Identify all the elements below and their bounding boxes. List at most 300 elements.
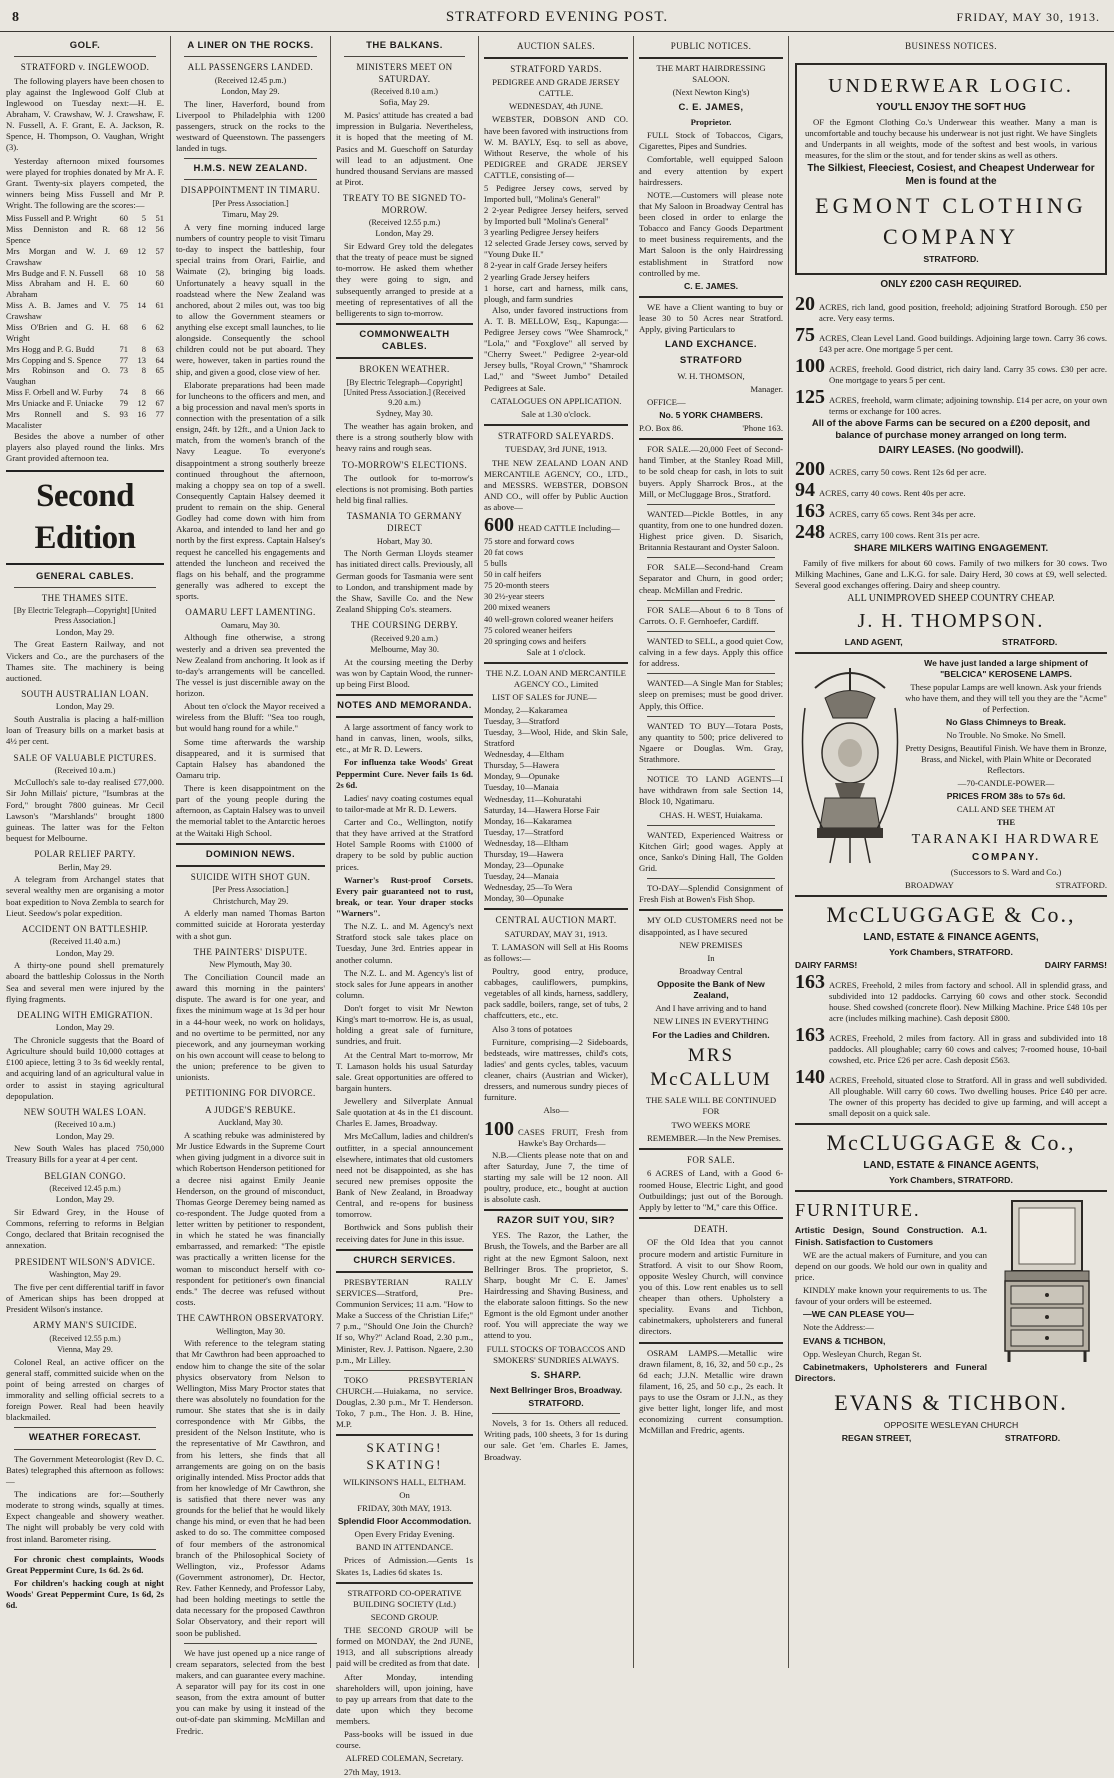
ad-phone: 'Phone 163. bbox=[742, 423, 783, 434]
score-players: Miss Abraham and H. E. Abraham bbox=[6, 278, 110, 300]
note-item: Don't forget to visit Mr Newton King's mart to-morrow. He is, as usual, holding a great sale of furniture, sundries, and fruit. bbox=[336, 1003, 473, 1047]
note-item: Mrs McCallum, ladies and children's outfitter, in a special announcement elsewhere, intimates that old customers need not be disappointed, as she has secured new premises opposite the Bank of New Zealand, in Broadway Central, and re-opens for business tomorrow. bbox=[336, 1131, 473, 1220]
ad-town: STRATFORD. bbox=[1004, 1433, 1061, 1444]
ad-heading: THE N.Z. LOAN AND MERCANTILE AGENCY CO., Limited bbox=[486, 667, 626, 689]
score-value: 73 bbox=[119, 365, 128, 376]
cattle-list bbox=[484, 536, 628, 646]
ad-line: We have just landed a large shipment of "BELCICA" KEROSENE LAMPS. bbox=[924, 658, 1088, 680]
score-row bbox=[6, 213, 164, 224]
ad-town: STRATFORD. bbox=[1002, 637, 1058, 648]
column-5 bbox=[635, 36, 787, 1668]
score-players: Miss Fussell and P. Wright bbox=[6, 213, 97, 224]
ad-town: STRATFORD. bbox=[1055, 880, 1107, 891]
golf-paragraph: Yesterday afternoon mixed foursomes were played for trophies donated by Mr A. F. Grant. Twenty-six players competed, the winners being Miss Fussell and Mr P. Wright. The following are the scores:— bbox=[6, 155, 164, 211]
article-subheading: PETITIONING FOR DIVORCE. bbox=[185, 1088, 316, 1099]
article-heading: PRESIDENT WILSON'S ADVICE. bbox=[14, 1256, 156, 1267]
ad-line: No Glass Chimneys to Break. bbox=[946, 717, 1066, 728]
ad-body: OF the Old Idea that you cannot procure modern and artistic Furniture in Stratford. A visit to our Show Room, opposite Wesley Church, will convince you of this. Low rent enables us to sell cheaper than others. Upholstery a speciality. Evans and Tichbon, cabinetmakers, upholsterers and funeral directors. bbox=[639, 1237, 783, 1337]
ad-line: THE bbox=[996, 817, 1016, 828]
column-rule bbox=[478, 36, 479, 1668]
ad-body: MY OLD CUSTOMERS need not be disappointed, as I have secured bbox=[639, 915, 783, 937]
article-dateline: Berlin, May 29. bbox=[58, 862, 112, 872]
article-subheading: THE COURSING DERBY. bbox=[350, 620, 459, 631]
skating-on: On bbox=[399, 1489, 410, 1500]
ad-big-number: 100 bbox=[484, 1117, 514, 1140]
church-notice: TOKO PRESBYTERIAN CHURCH.—Huiakama, no service. Douglas, 2.30 p.m., Mr T. Henderson. Toko, 7 p.m., The Hon. J. B. Hine, M.P. bbox=[336, 1374, 473, 1430]
ad-big-number: 600 bbox=[484, 514, 514, 537]
score-value: 8 bbox=[141, 343, 146, 354]
score-value: 14 bbox=[137, 300, 146, 311]
score-value: 77 bbox=[119, 354, 128, 365]
score-value: 68 bbox=[119, 321, 128, 332]
ad-subtitle: YOU'LL ENJOY THE SOFT HUG bbox=[876, 102, 1026, 114]
article-heading: SOUTH AUSTRALIAN LOAN. bbox=[21, 688, 149, 699]
ad-heading: SHARE MILKERS WAITING ENGAGEMENT. bbox=[853, 543, 1049, 555]
score-players: Mrs Robinson and O. Vaughan bbox=[6, 365, 110, 387]
column-rule bbox=[788, 36, 789, 1668]
ad-address: No. 5 YORK CHAMBERS. bbox=[659, 409, 763, 420]
listing-number: 100 bbox=[795, 355, 825, 378]
score-value: 60 bbox=[155, 278, 164, 289]
listing-number: 125 bbox=[795, 386, 825, 409]
article-dateline: Christchurch, May 29. bbox=[212, 896, 289, 906]
score-value: 58 bbox=[155, 267, 164, 278]
list-item: 5 Pedigree Jersey cows, served by Imported bull, "Molina's General" bbox=[484, 183, 628, 205]
list-item: 75 20-month steers bbox=[484, 580, 550, 591]
list-item: 12 selected Grade Jersey cows, served by "Young Duke II." bbox=[484, 238, 628, 260]
auction-sales-heading: AUCTION SALES. bbox=[516, 41, 596, 51]
ad-po-box: P.O. Box 86. bbox=[639, 423, 684, 434]
article-heading: DEALING WITH EMIGRATION. bbox=[17, 1009, 153, 1020]
score-value: 62 bbox=[155, 321, 164, 332]
listing-number: 200 bbox=[795, 458, 825, 481]
ad-body: KINDLY make known your requirements to us. The favour of your orders will be esteemed. bbox=[795, 1285, 987, 1307]
score-value: 5 bbox=[141, 213, 146, 224]
classified-ad: NOTICE TO LAND AGENTS—I have withdrawn from sale Section 14, Block 10, Ngatimaru. bbox=[639, 774, 783, 807]
score-value: 63 bbox=[155, 343, 164, 354]
ad-time: Sale at 1 o'clock. bbox=[526, 646, 586, 657]
ad-line: NEW LINES IN EVERYTHING bbox=[653, 1016, 769, 1027]
article-body: The North German Lloyds steamer has initiated direct calls. Previously, all German goods for Tasmania were sent to London, and transhipment made by the Shaw, Saville Co. and the New Zealand Shipping Co's. steamers. bbox=[336, 548, 473, 614]
score-value: 77 bbox=[155, 408, 164, 419]
score-row bbox=[6, 344, 164, 355]
list-item: 30 2½-year steers bbox=[484, 591, 545, 602]
furniture-ad bbox=[795, 1196, 1107, 1386]
score-value: 12 bbox=[137, 224, 146, 235]
note-item: A large assortment of fancy work to hand in canvas, linen, wools, silks, etc., at Mr R. D. Lewers. bbox=[336, 722, 473, 755]
article-body: New South Wales has placed 750,000 Treasury Bills for a year at 4 per cent. bbox=[6, 1143, 164, 1165]
column-2 bbox=[172, 36, 329, 1736]
ad-body: OF the Egmont Clothing Co.'s Underwear this weather. Many a man is uncomfortable and touchy because his underwear is not just right. We have Singlets and Underpants in all weights, mode of the softest and best wools, in various measures, for the slim or the stout, and for tender skins as well as others. bbox=[805, 116, 1097, 161]
list-item: Wednesday, 18—Eltham bbox=[484, 837, 569, 848]
ad-signature: C. E. JAMES. bbox=[683, 280, 739, 291]
listing-row bbox=[795, 1025, 1107, 1066]
listing-number: 163 bbox=[795, 1024, 825, 1047]
list-item: 5 bulls bbox=[484, 558, 507, 569]
article-dateline: Wellington, May 30. bbox=[215, 1326, 286, 1336]
issue-date: FRIDAY, MAY 30, 1913. bbox=[956, 10, 1100, 24]
article-body: Elaborate preparations had been made for luncheons to the officers and men, and a big procession and naval men's sports in connection with the presentation of a silk ensign, 24ft. by 12ft., and a Union Jack to match, from the women's branch of the Navy League. To everyone's disappointment a strong southerly breeze continued throughout the afternoon, making a choppy sea on top of a swell. Consequently Captain Halsey deemed it prudent to remain on the ship. General Godley had come down with him from Akaroa, and intended to land her and go north by the first express. Captain Halsey's request he cancelled his engagements and attended the luncheon and received the flags on his behalf, and the programme generally was adhered to except the sports. bbox=[176, 379, 325, 602]
article-body: The five per cent differential tariff in favor of American ships has been dropped at President Wilson's instance. bbox=[6, 1281, 164, 1315]
article-heading: SALE OF VALUABLE PICTURES. bbox=[13, 752, 157, 763]
score-value: 60 bbox=[119, 278, 128, 289]
ad-address: York Chambers, STRATFORD. bbox=[889, 947, 1013, 958]
note-item: Warner's Rust-proof Corsets. Every pair guaranteed not to rust, break, or tear. Your draper stocks "Warners". bbox=[336, 874, 473, 919]
score-value: 8 bbox=[141, 365, 146, 376]
coop-body: Pass-books will be issued in due course. bbox=[336, 1729, 473, 1751]
cattle-list bbox=[484, 183, 628, 305]
underwear-ad bbox=[795, 63, 1107, 276]
ad-line: THE SALE WILL BE CONTINUED FOR bbox=[645, 1095, 777, 1117]
skating-title: SKATING! SKATING! bbox=[366, 1440, 443, 1473]
list-item: Monday, 9—Opunake bbox=[484, 771, 560, 782]
article-body: The Great Eastern Railway, and not Vickers and Co., are the purchasers of the Thames site. The machinery is being auctioned. bbox=[6, 639, 164, 683]
article-source: (Received 12.45 p.m.) bbox=[214, 75, 287, 85]
ad-heading: DEATH. bbox=[693, 1223, 729, 1234]
score-value: 60 bbox=[119, 213, 128, 224]
article-subheading: A JUDGE'S REBUKE. bbox=[205, 1104, 296, 1115]
ad-subheading: PEDIGREE AND GRADE JERSEY CATTLE. bbox=[492, 77, 620, 99]
article-body: The Conciliation Council made an award this morning in the painters' dispute. The award is for one year, and fixes the minimum wage at 1s 3d per hour in a 44-hour week, no work on holidays, and no overtime to be permitted, nor any piecework, and any journeyman working on his own account will cease to belong to the union; preference to be given to unionists. bbox=[176, 972, 325, 1083]
ad-address-line bbox=[795, 1433, 1107, 1444]
ad-heading: STRATFORD SALEYARDS. bbox=[497, 430, 615, 441]
article-source: (Received 10 a.m.) bbox=[54, 766, 116, 776]
ad-line: —WE CAN PLEASE YOU— bbox=[803, 1309, 914, 1320]
article-subheading: ALL PASSENGERS LANDED. bbox=[187, 62, 314, 73]
listing-number: 163 bbox=[795, 971, 825, 994]
score-players: Miss F. Orbell and W. Furby bbox=[6, 387, 103, 398]
note-item: At the Central Mart to-morrow, Mr T. Lamason holds his usual Saturday sale. Great opportunities are offered to bargain hunters. bbox=[336, 1049, 473, 1093]
ad-company-name: EGMONT CLOTHING bbox=[815, 193, 1087, 218]
article-heading: NEW SOUTH WALES LOAN. bbox=[23, 1106, 147, 1117]
article-source: (Received 9.20 a.m.) bbox=[371, 633, 438, 643]
newspaper-name: STRATFORD EVENING POST. bbox=[445, 9, 669, 25]
article-subheading: THE PAINTERS' DISPUTE. bbox=[193, 946, 308, 957]
ad-name: LAND EXCHANCE. bbox=[665, 339, 757, 351]
list-item: Saturday, 14—Hawera Horse Fair bbox=[484, 804, 600, 815]
ad-note: FULL STOCKS OF TOBACCOS AND SMOKERS' SUNDRIES ALWAYS. bbox=[486, 1343, 626, 1365]
article-body: M. Pasics' attitude has created a bad impression in Bulgaria. Nevertheless, it is hoped that the meeting of M. Pasics and M. Gueschoff on Saturday will lead to an adjustment. One hundred thousand Servians are massed at Pirot. bbox=[336, 110, 473, 187]
article-dateline: London, May 29. bbox=[55, 627, 115, 637]
article-heading: THE THAMES SITE. bbox=[41, 592, 129, 603]
ad-note: All of the above Farms can be secured on a £200 deposit, and balance of purchase money arranged on long term. bbox=[811, 418, 1091, 442]
article-body: At the coursing meeting the Derby was won by Captain Wood, the runner-up being First Blood. bbox=[336, 656, 473, 689]
score-value: 68 bbox=[119, 267, 128, 278]
score-value: 69 bbox=[119, 245, 128, 256]
listing-text: ACRES, carry 65 cows. Rent 34s per acre. bbox=[829, 509, 976, 520]
article-dateline: London, May 29. bbox=[55, 1195, 115, 1205]
ad-name: C. E. JAMES, bbox=[678, 101, 744, 113]
list-item: Tuesday, 3—Wool, Hide, and Skin Sale, Stratford bbox=[484, 727, 628, 749]
coop-heading: STRATFORD CO-OPERATIVE BUILDING SOCIETY (Ltd.) bbox=[347, 1587, 462, 1609]
ad-name: MRS McCALLUM bbox=[650, 1044, 772, 1091]
score-row bbox=[6, 409, 164, 431]
listing-text: ACRES, carry 100 cows. Rent 31s per acre. bbox=[829, 530, 980, 541]
score-players: Mrs Hogg and P. G. Budd bbox=[6, 343, 95, 354]
listing-row bbox=[795, 325, 1107, 355]
article-subheading: TREATY TO BE SIGNED TO-MORROW. bbox=[342, 193, 467, 215]
article-heading: ARMY MAN'S SUICIDE. bbox=[32, 1320, 138, 1331]
ad-heading: DAIRY FARMS! bbox=[1044, 960, 1107, 971]
article-dateline: Auckland, May 30. bbox=[218, 1118, 283, 1128]
business-notices-heading: BUSINESS NOTICES. bbox=[905, 41, 997, 51]
article-heading: A LINER ON THE ROCKS. bbox=[187, 40, 314, 51]
skating-hall: WILKINSON'S HALL, ELTHAM. bbox=[343, 1476, 466, 1487]
listing-row bbox=[795, 1067, 1107, 1119]
article-source: [By Electric Telegraph—Copyright] [United Press Association.] bbox=[13, 606, 157, 626]
score-value: 56 bbox=[155, 224, 164, 235]
article-body: The weather has again broken, and there is a strong southerly blow with heavy rains and rough seas. bbox=[336, 421, 473, 454]
furniture-illustration bbox=[987, 1196, 1107, 1386]
score-value: 66 bbox=[155, 387, 164, 398]
article-heading: COMMONWEALTH CABLES. bbox=[359, 328, 450, 353]
ad-name: EVANS & TICHBON, bbox=[803, 1335, 886, 1346]
ad-line: These popular Lamps are well known. Ask your friends who have them, and they will tell you they are the "Acme" of Perfection. bbox=[905, 682, 1107, 715]
column-rule bbox=[170, 36, 171, 1668]
listing-row bbox=[795, 972, 1107, 1024]
ad-subtitle: LAND, ESTATE & FINANCE AGENTS, bbox=[863, 1160, 1039, 1172]
ad-name: McCLUGGAGE & Co., bbox=[826, 902, 1076, 928]
ad-line: For the Ladies and Children. bbox=[652, 1029, 770, 1040]
article-heading: THE BALKANS. bbox=[366, 40, 443, 51]
classified-ad: FOR SALE—About 6 to 8 Tons of Carrots. O. F. Gernhoefer, Cardiff. bbox=[639, 604, 783, 626]
article-source: [By Electric Telegraph—Copyright] [United Press Association.] (Received 9.20 a.m.) bbox=[343, 377, 466, 408]
score-value: 6 bbox=[141, 321, 146, 332]
ad-address: Opp. Wesleyan Church, Regan St. bbox=[803, 1348, 922, 1359]
classified-ad: FOR SALE.—20,000 Feet of Second-hand Timber, at the Stanley Road Mill, to be sold cheap for cash, in lots to suit buyers. Apply Sharrock Bros., at the Mill, or McCluggage Bros., Stratford. bbox=[639, 444, 783, 499]
dairy-farm-list bbox=[795, 972, 1107, 1119]
lamp-illustration bbox=[795, 658, 905, 891]
farm-list bbox=[795, 294, 1107, 417]
article-dateline: New Plymouth, May 30. bbox=[209, 960, 292, 970]
coop-body: THE SECOND GROUP will be formed on MONDAY, the 2nd JUNE, 1913, and all subscriptions already paid will be credited as from that date. bbox=[336, 1625, 473, 1669]
article-heading: H.M.S. NEW ZEALAND. bbox=[193, 163, 308, 175]
coop-date: 27th May, 1913. bbox=[344, 1766, 401, 1777]
ad-date: SATURDAY, MAY 31, 1913. bbox=[504, 928, 608, 939]
list-item: 1 horse, cart and harness, milk cans, plough, and farm sundries bbox=[484, 282, 628, 304]
listing-number: 94 bbox=[795, 479, 815, 502]
score-value: 68 bbox=[119, 224, 128, 235]
ad-name: S. SHARP. bbox=[530, 1369, 582, 1381]
score-row bbox=[6, 365, 164, 387]
ad-heading: CENTRAL AUCTION MART. bbox=[495, 915, 617, 925]
score-row bbox=[6, 398, 164, 409]
ad-name: J. H. THOMPSON. bbox=[857, 609, 1045, 632]
golf-scores-table bbox=[6, 213, 164, 431]
listing-number: 163 bbox=[795, 500, 825, 523]
listing-number: 140 bbox=[795, 1066, 825, 1089]
article-dateline: London, May 29. bbox=[221, 86, 280, 96]
ad-street: BROADWAY bbox=[905, 880, 954, 891]
ad-subheading: LIST OF SALES for JUNE— bbox=[492, 692, 597, 703]
ad-heading: STRATFORD YARDS. bbox=[510, 63, 602, 74]
ad-line: In bbox=[707, 952, 715, 963]
ad-address: York Chambers, STRATFORD. bbox=[889, 1175, 1013, 1186]
masthead bbox=[0, 0, 1114, 32]
ad-emphasis: The Silkiest, Fleeciest, Cosiest, and Cheapest Underwear for Men is found at the bbox=[807, 163, 1095, 188]
note-item: For influenza take Woods' Great Peppermint Cure. Never fails 1s 6d. 2s 6d. bbox=[336, 757, 473, 790]
article-dateline: Sofia, May 29. bbox=[379, 98, 430, 108]
listing-text: ACRES, Freehold, 2 miles from factory. All in grass and subdivided into 18 paddocks. All ploughable; carry 60 cows and calves; 7-roomed house, 10-bail cowshed, etc. Price £26 per acre. Cash deposit £563. bbox=[829, 1033, 1107, 1066]
ad-line: Cabinetmakers, Upholsterers and Funeral Directors. bbox=[795, 1361, 987, 1383]
ad-big-number-line bbox=[484, 1119, 628, 1149]
listing-text: ACRES, carry 40 cows. Rent 40s per acre. bbox=[819, 488, 966, 499]
advert-line: For chronic chest complaints, Woods Great Peppermint Cure, 1s 6d. 2s 6d. bbox=[6, 1553, 164, 1575]
list-item: Monday, 16—Kakaramea bbox=[484, 815, 572, 826]
list-item: Monday, 2—Kakaramea bbox=[484, 705, 568, 716]
article-body: South Australia is placing a half-million loan of Treasury bills on a market basis at 4½ per cent. bbox=[6, 714, 164, 747]
score-players: Mrs Ronnell and S. Macalister bbox=[6, 408, 110, 430]
score-players: Mrs Morgan and W. J. Crawshaw bbox=[6, 245, 110, 267]
note-item: The N.Z. L. and M. Agency's list of stock sales for June appears in another column. bbox=[336, 967, 473, 1000]
golf-heading: GOLF. bbox=[69, 40, 101, 51]
article-body: A elderly man named Thomas Barton committed suicide at Hororata yesterday with a shot gun. bbox=[176, 908, 325, 941]
article-source: (Received 8.10 a.m.) bbox=[371, 87, 438, 97]
score-value: 64 bbox=[155, 354, 164, 365]
golf-paragraph: The following players have been chosen to play against the Inglewood Golf Club at Inglewood on Tuesday next:—H. E. Abraham, V. Crawshaw, W. J. Crawshaw, F. N. Fussell, A. F. Grant, E. A. Jackson, R. Spence, H. Thompson, O. Vaughan, Wright (3). bbox=[6, 75, 164, 153]
score-value: 71 bbox=[119, 343, 128, 354]
ad-subtitle: Artistic Design, Sound Construction. A.1. Finish. Satisfaction to Customers bbox=[795, 1225, 987, 1247]
ad-body: OSRAM LAMPS.—Metallic wire drawn filament, 8, 16, 32, and 50 c.p., 2s 6d each; J.J.N. Metallic wire drawn filament, 16, 25, and 50 c.p., 2s each. It pays to use the Osram or J.J.N., as they give better light, longer life, and most economizing current consumption. McMillan and Fredric, agents. bbox=[639, 1347, 783, 1436]
list-item: Wednesday, 11—Kohuratahi bbox=[484, 793, 582, 804]
ad-line: No Trouble. No Smoke. No Smell. bbox=[946, 730, 1066, 741]
note-item: Ladies' navy coating costumes equal to tailor-made at Mr R. D. Lewers. bbox=[336, 792, 473, 814]
article-body: Although fine otherwise, a strong westerly and a driven sea prevented the New Zealand from anchoring. It look as if to-day's arrangements will be cancelled. The vessel is just discernible away on the horizon. bbox=[176, 632, 325, 699]
dairy-farms-line bbox=[795, 960, 1107, 971]
score-value: 65 bbox=[155, 365, 164, 376]
article-body: The outlook for to-morrow's elections is not promising. Both parties held big final rallies. bbox=[336, 473, 473, 506]
score-row bbox=[6, 355, 164, 366]
article-body: The indications are for:—Southerly moderate to strong winds, squally at times. Expect changeable and showery weather. The night will probably be very cold with frost inland. Barometer rising. bbox=[6, 1489, 164, 1544]
list-item: Tuesday, 10—Manaia bbox=[484, 782, 559, 793]
score-value: 75 bbox=[119, 300, 128, 311]
article-subheading: OAMARU LEFT LAMENTING. bbox=[185, 607, 316, 618]
page-number: 8 bbox=[12, 10, 20, 25]
article-source: (Received 11.40 a.m.) bbox=[49, 937, 121, 947]
score-row bbox=[6, 278, 164, 300]
furniture-copy bbox=[795, 1196, 987, 1386]
column-rule bbox=[633, 36, 634, 1668]
article-heading: BELGIAN CONGO. bbox=[44, 1170, 126, 1181]
skating-prices: Prices of Admission.—Gents 1s Skates 1s, Ladies 6d skates 1s. bbox=[336, 1555, 473, 1577]
note-item: Carter and Co., Wellington, notify that they have arrived at the Stratford Hotel Sample Rooms with £1000 of drapery to be sold by public auction prices. bbox=[336, 817, 473, 872]
ad-body: WE are the actual makers of Furniture, and you can depend on our goods. We hold our own in quality and price. bbox=[795, 1249, 987, 1282]
article-dateline: Sydney, May 30. bbox=[376, 409, 433, 419]
listing-text: ACRES, Freehold, situated close to Stratford. All in grass and well subdivided. All ploughable. Will carry 60 cows. Two dwelling houses. Price £40 per acre. The owner of this property has decided to give up farming, and will accept a small deposit on a quick sale. bbox=[829, 1075, 1107, 1119]
ad-line: Pretty Designs, Beautiful Finish. We have them in Bronze, Brass, and Nickel, with Plain White or Decorated Reflectors. bbox=[905, 743, 1107, 776]
article-body: The liner, Haverford, bound from Liverpool to Philadelphia with 1200 passengers, struck on the rocks to the westward of Queenstown. The passengers landed in tugs. bbox=[176, 98, 325, 154]
article-subheading: THE CAWTHRON OBSERVATORY. bbox=[176, 1313, 325, 1324]
ad-line: NEW PREMISES bbox=[679, 939, 743, 950]
article-source: (Received 10 a.m.) bbox=[54, 1120, 116, 1130]
ad-heading: DAIRY LEASES. (No goodwill). bbox=[878, 444, 1024, 456]
classified-signature: CHAS. H. WEST, Huiakama. bbox=[659, 809, 763, 820]
article-source: [Per Press Association.] bbox=[212, 885, 289, 895]
ad-office: OFFICE— bbox=[647, 396, 686, 407]
listing-text: ACRES, freehold, warm climate; adjoining township. £14 per acre, on your own terms or exchange for 100 acres. bbox=[829, 395, 1107, 417]
column-4 bbox=[480, 36, 632, 1668]
ad-body: WEBSTER, DOBSON AND CO. have been favored with instructions from W. M. BAYLY, Esq. to sell as above, Without Reserve, the whole of his PEDIGREE and GRADE JERSEY CATTLE, consisting of— bbox=[484, 114, 628, 181]
ad-big-label: CASES FRUIT, Fresh from Hawke's Bay Orchards— bbox=[518, 1126, 628, 1148]
ad-address-line bbox=[905, 880, 1107, 891]
score-value: 16 bbox=[137, 408, 146, 419]
article-body: The Government Meteorologist (Rev D. C. Bates) telegraphed this afternoon as follows:— bbox=[6, 1453, 164, 1486]
ad-body: WE have a Client wanting to buy or lease 30 to 50 Acres near Stratford. Apply, giving Particulars to bbox=[639, 301, 783, 335]
listing-row bbox=[795, 459, 1107, 479]
ad-role-line bbox=[795, 637, 1107, 648]
ad-body: Family of five milkers for about 60 cows. Family of two milkers for 30 cows. Two Milking Machines, Gane and L.K.G. for sale. Dairy Herd, 30 cows at £9, well selected. Several good exchanges offering. Dairy and sheep country. bbox=[795, 557, 1107, 590]
article-source: [Per Press Association.] bbox=[212, 198, 289, 208]
church-services-heading: CHURCH SERVICES. bbox=[353, 1254, 456, 1266]
skating-floor: Splendid Floor Accommodation. bbox=[337, 1516, 472, 1527]
list-item: 75 colored weaner heifers bbox=[484, 624, 573, 635]
ad-company-name: COMPANY bbox=[882, 224, 1019, 250]
article-body: A thirty-one pound shell prematurely aboard the battleship Colossus in the North Sea and several men were injured by the flying fragments. bbox=[6, 960, 164, 1004]
list-item: Monday, 23—Opunake bbox=[484, 859, 564, 870]
article-body: The Chronicle suggests that the Board of Agriculture should build 10,000 cottages at £100 apiece, letting 3 to 3s 6d weekly rental, and acquiring land of an agricultural value in order to assist in staying agricultural depopulation. bbox=[6, 1035, 164, 1101]
article-heading: ACCIDENT ON BATTLESHIP. bbox=[21, 923, 149, 934]
ad-street: REGAN STREET, bbox=[841, 1433, 912, 1444]
coop-subheading: SECOND GROUP. bbox=[370, 1611, 439, 1622]
ad-body: Also— bbox=[543, 1105, 569, 1116]
ad-body: Also, under favored instructions from A. T. B. MELLOW, Esq., Kapunga:—Pedigree Jersey cows "Wee Shamrock," "Lola," and "Foxglove" all served by "Cherry Sweet." Pedigree 2-year-old Jersey bulls, "Royal Crown," "Shamrock Lad," and "Sweet Jumbo" Detailed Pedigrees at Sale. bbox=[484, 304, 628, 393]
article-dateline: Oamaru, May 30. bbox=[220, 620, 281, 630]
listing-text: ACRES, Freehold, 2 miles from factory and school. All in splendid grass, and subdivided into 12 paddocks. Carrying 60 cows and other stock. Secondid house. Shed cowshed (concrete floor). New Milking Machine. Price £48 10s per acre (includes milking machine). Cash deposit £800. bbox=[829, 980, 1107, 1024]
ad-time: Sale at 1.30 o'clock. bbox=[521, 408, 591, 419]
list-item: 3 yearling Pedigree Jersey heifers bbox=[484, 227, 599, 238]
list-item: Thursday, 5—Hawera bbox=[484, 760, 559, 771]
ad-body: T. LAMASON will Sell at His Rooms as follows:— bbox=[484, 941, 628, 963]
ad-town: STRATFORD. bbox=[923, 254, 979, 265]
list-item: Wednesday, 4—Eltham bbox=[484, 749, 564, 760]
second-edition-banner: Second Edition bbox=[6, 470, 164, 564]
lease-list bbox=[795, 459, 1107, 542]
article-dateline: Vienna, May 29. bbox=[57, 1344, 113, 1354]
column-1 bbox=[2, 36, 168, 1668]
ad-line: Broadway Central bbox=[679, 965, 743, 976]
ad-line: —70-CANDLE-POWER— bbox=[957, 778, 1055, 789]
list-item: Tuesday, 17—Stratford bbox=[484, 826, 564, 837]
score-players: Miss A. B. James and V. Crawshaw bbox=[6, 300, 110, 322]
score-row bbox=[6, 322, 164, 344]
score-value: 61 bbox=[155, 300, 164, 311]
ad-address: Next Bellringer Bros, Broadway. bbox=[489, 1384, 623, 1395]
column-3 bbox=[332, 36, 477, 1777]
article-body: About ten o'clock the Mayor received a wireless from the Bluff: "Sea too rough, but would hang round for a while." bbox=[176, 701, 325, 734]
list-item: 40 well-grown colored weaner heifers bbox=[484, 613, 614, 624]
list-item: 8 2-year in calf Grade Jersey heifers bbox=[484, 260, 608, 271]
classified-ad: WANTED to SELL, a good quiet Cow, calving in a few days. Apply this office for address. bbox=[639, 635, 784, 669]
list-item: 50 in calf heifers bbox=[484, 569, 542, 580]
lamp-ad bbox=[795, 658, 1107, 891]
article-subheading: MINISTERS MEET ON SATURDAY. bbox=[356, 62, 453, 84]
ad-body: Furniture, comprising—2 Sideboards, bedsteads, wire mattresses, child's cots, ladies' and gents cycles, tables, vacuum cleaner, chairs (Austrian and Wicker), dressers, and numerous sundry pieces of furniture. bbox=[484, 1036, 628, 1103]
list-item: 200 mixed weaners bbox=[484, 602, 551, 613]
ad-line: PRICES FROM 38s to 57s 6d. bbox=[946, 791, 1066, 802]
listing-text: ACRES, rich land, good position, freehold; adjoining Stratford Borough. £50 per acre. Very easy terms. bbox=[819, 302, 1107, 324]
ad-line: COMPANY. bbox=[971, 852, 1041, 864]
article-body: A scathing rebuke was administered by Mr Justice Edwards in the Supreme Court when giving judgment in a divorce suit in which Robertson Henderson petitioned for a decree nisi against Emily Jeanie Henderson, on the ground of misconduct, Thomas George Deremey being named as co-respondent. The Judge quoted from a letter written by petitioner to respondent, in which he stated he was financially embarrassed, and remarked: "The epistle was practically a written license for the woman to misconduct herself with co-respondent for petitioner's own financial ends." The decree was refused without costs. bbox=[176, 1130, 325, 1307]
ad-name: TARANAKI HARDWARE bbox=[911, 832, 1101, 848]
score-value: 8 bbox=[141, 387, 146, 398]
classified-ad: WANTED—Pickle Bottles, in any quantity, from one to one hundred dozen. Highest price given. D. Sisarich, Britannia Restaurant and Oyster Saloon. bbox=[639, 508, 783, 553]
ad-line: And I have arriving and to hand bbox=[655, 1003, 767, 1014]
listing-number: 20 bbox=[795, 293, 815, 316]
ad-line: CALL AND SEE THEM AT bbox=[956, 804, 1056, 815]
ad-date: TUESDAY, 3rd JUNE, 1913. bbox=[505, 444, 607, 455]
dressing-table-icon bbox=[987, 1196, 1107, 1366]
kerosene-lamp-icon bbox=[795, 658, 905, 868]
